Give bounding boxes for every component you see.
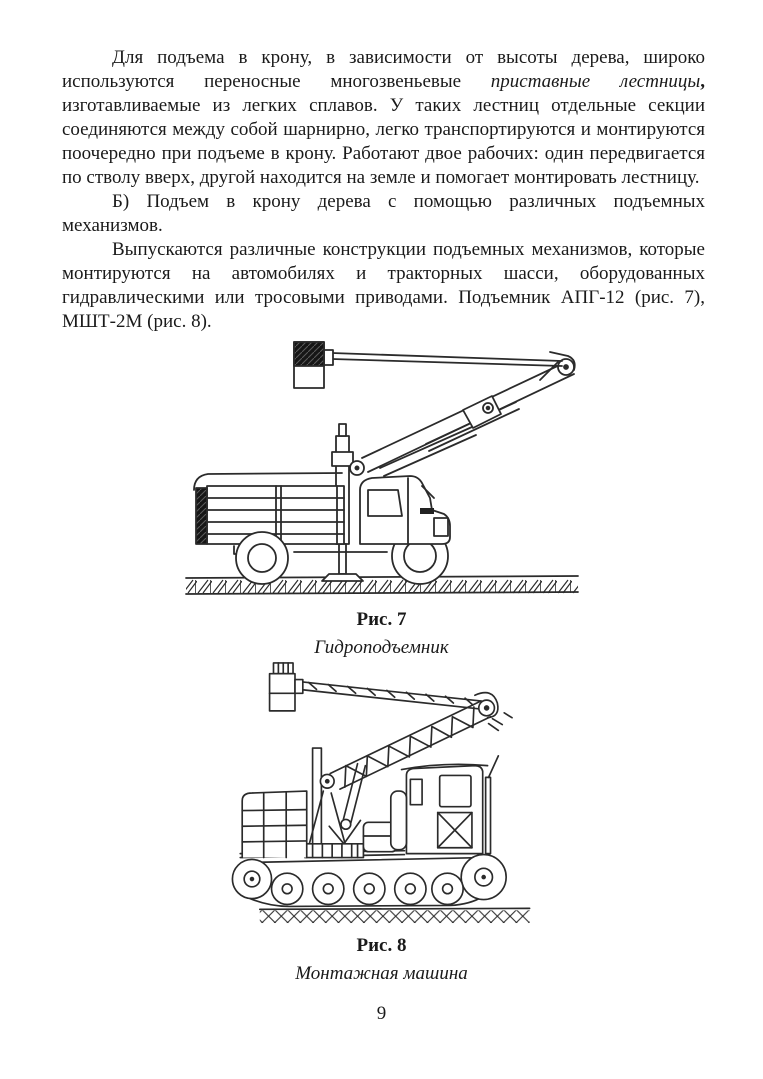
tracked-assembly-machine-drawing <box>227 662 537 924</box>
paragraph-1-italic-phrase: приставные лестницы <box>490 71 701 92</box>
figure-8 <box>0 662 763 924</box>
hydraulic-lift-truck-drawing <box>182 340 582 598</box>
paragraph-1-bold-comma: , <box>700 71 705 92</box>
paragraph-mechanisms: Выпускаются различные конструкции подъемных механизмов, которые монтируются на автомобилях и тракторных шасси, оборудованных гидравлическими или тросовыми приводами. Подъемник АПГ-12 (рис. 7), МШТ-2М (рис. 8). <box>62 239 705 332</box>
paragraph-1-text-after: изготавливаемые из легких сплавов. У таких лестниц отдельные секции соединяются между собой шарнирно, легко транспортируются и монтируются поочередно при подъеме в крону. Работают двое рабочих: один передвигается по стволу вверх, другой находится на земле и помогает монтировать лестницу. <box>62 95 705 188</box>
figure-7-caption: Гидроподъемник <box>314 637 449 658</box>
figure-7 <box>0 340 763 598</box>
paragraph-section-b: Б) Подъем в крону дерева с помощью различных подъемных механизмов. <box>62 191 705 236</box>
figure-8-label: Рис. 8 <box>356 935 407 956</box>
paragraph-ladders <box>62 46 705 190</box>
body-text <box>0 0 763 334</box>
page-number: 9 <box>376 1003 387 1024</box>
figure-8-caption: Монтажная машина <box>295 963 468 984</box>
paragraph-1-text: Для подъема в крону, в зависимости от высоты дерева, широко используются переносные многозвеньевые <box>62 47 705 92</box>
figure-7-label: Рис. 7 <box>356 609 407 630</box>
